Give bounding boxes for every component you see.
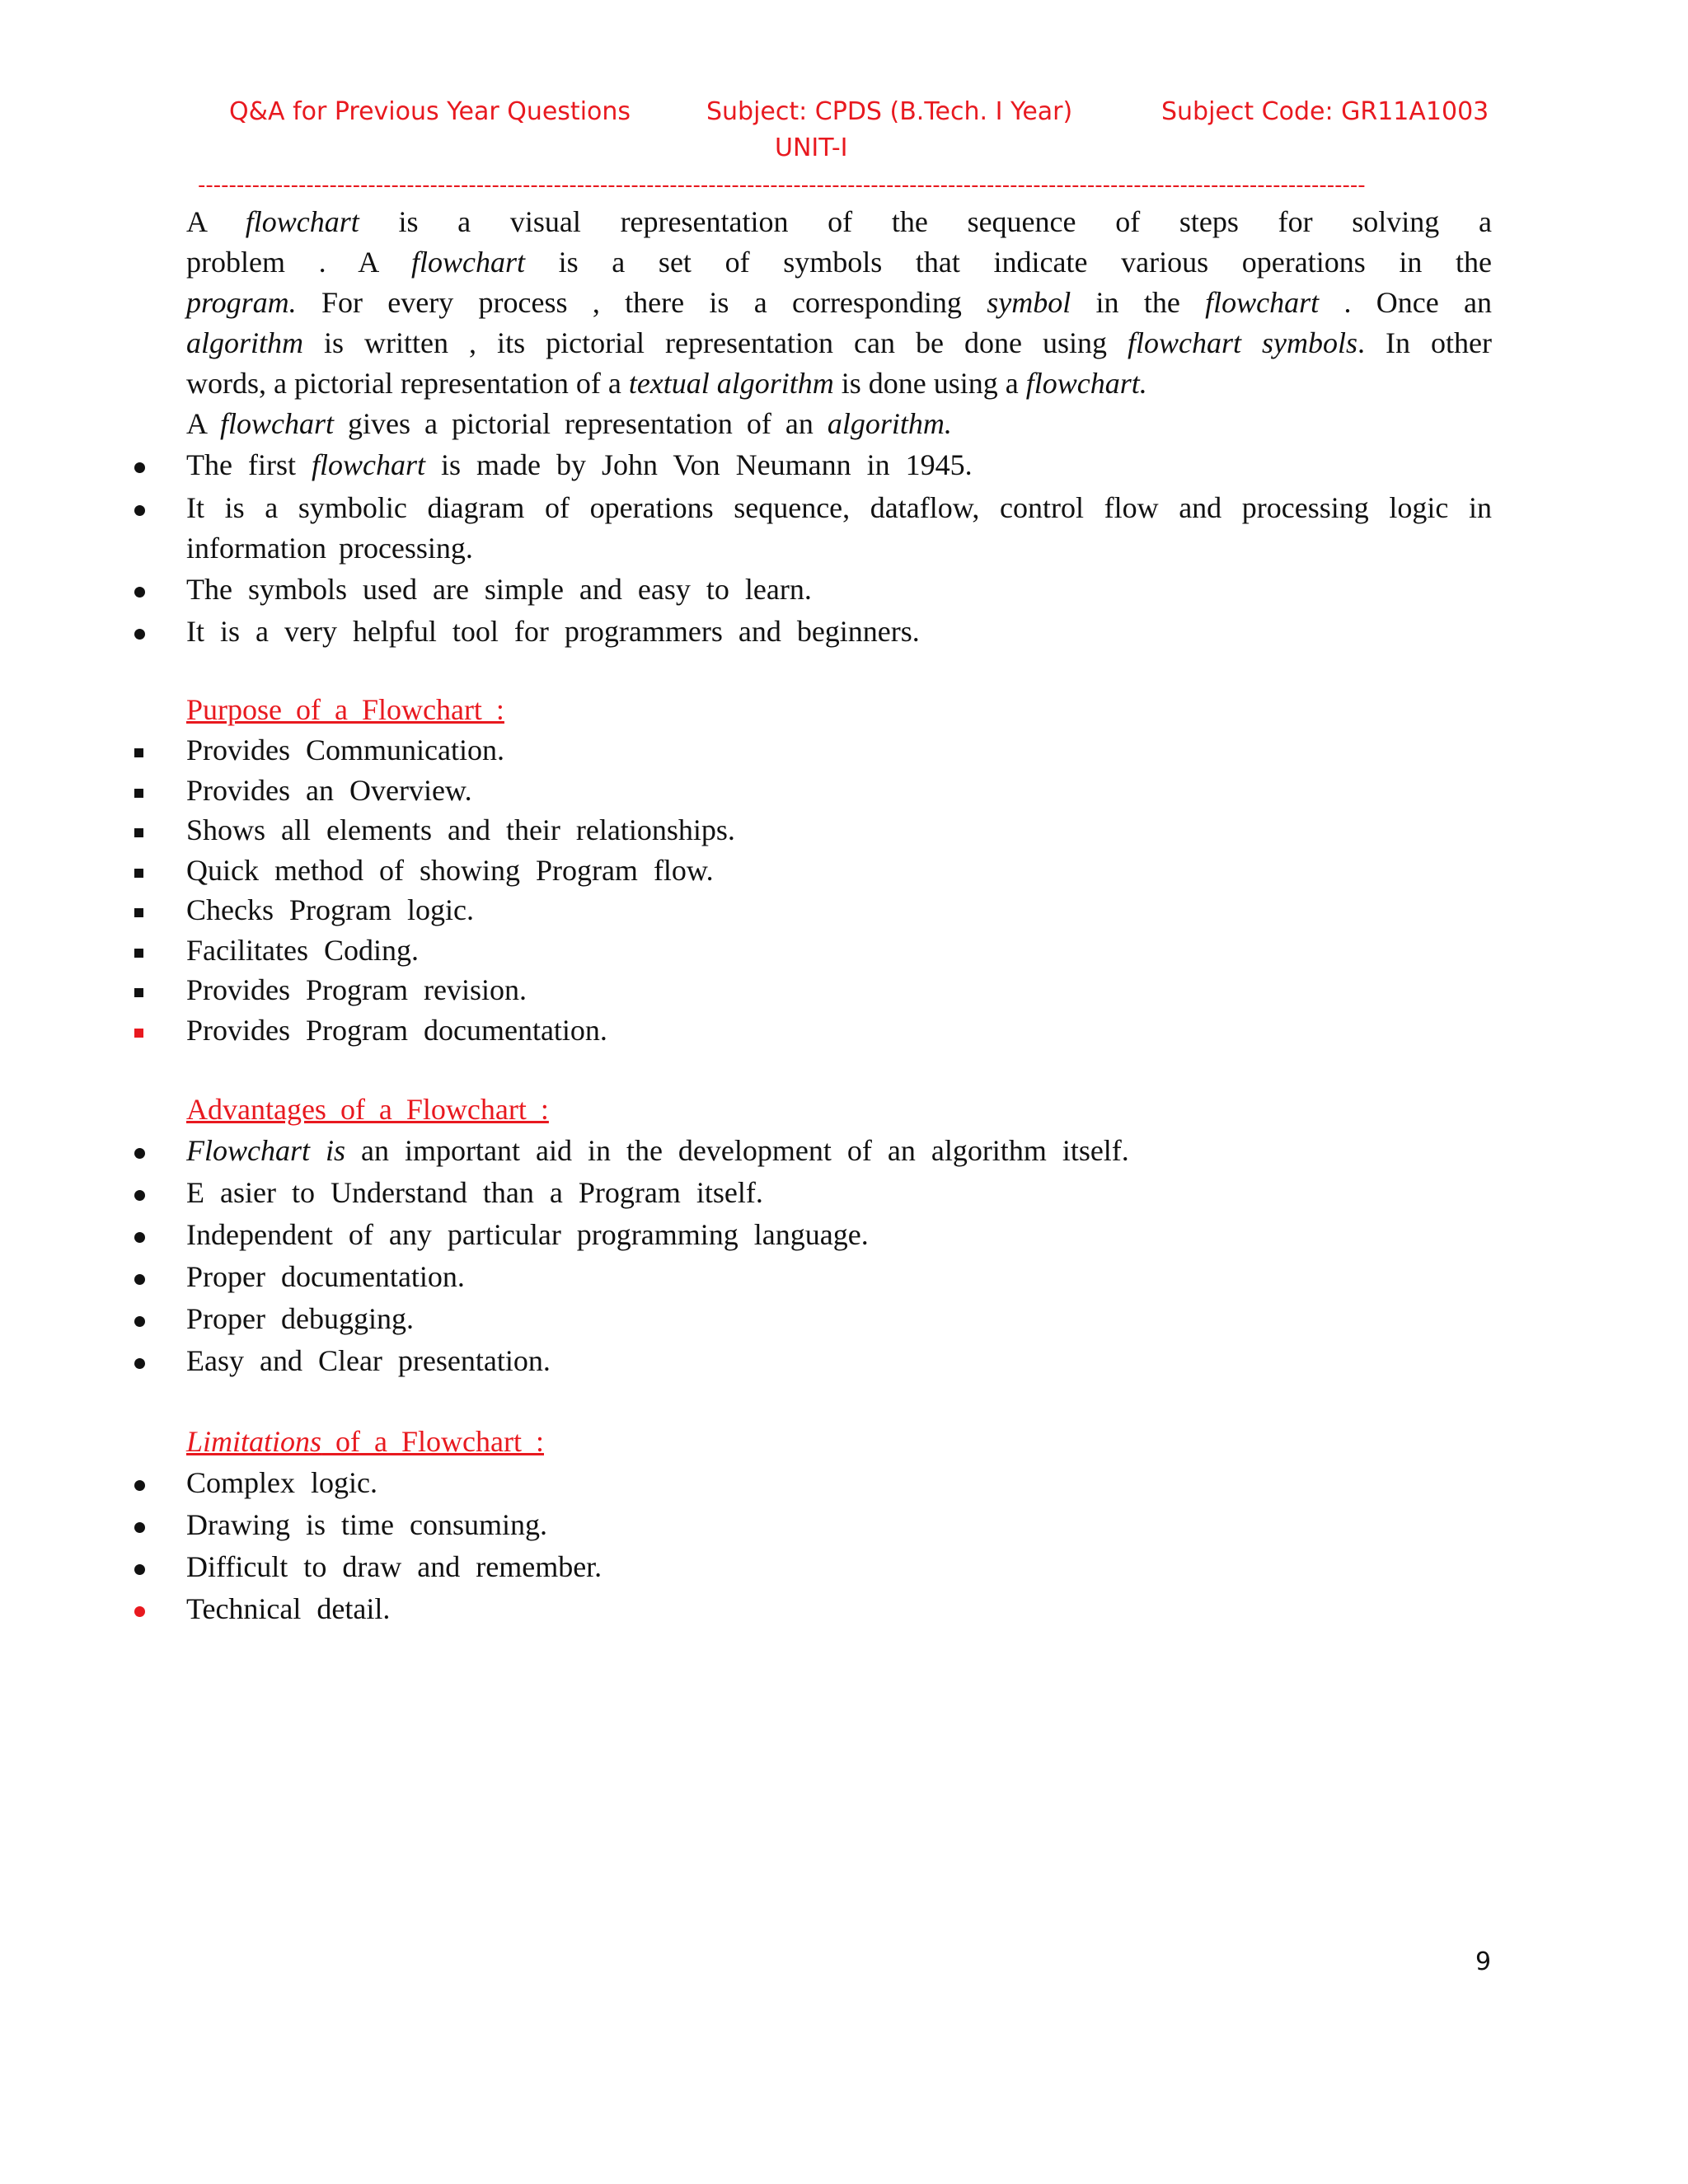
italic-term: flowchart	[245, 205, 359, 238]
italic-term: textual algorithm	[628, 367, 834, 400]
bullet-dot-mark	[134, 1190, 145, 1201]
bullet-square	[134, 1010, 143, 1051]
bullet-dot-mark	[134, 1274, 145, 1285]
header-unit: UNIT-I	[775, 134, 848, 162]
bullet-square	[134, 810, 143, 851]
bullet-dot	[134, 569, 145, 610]
bullet-dot	[134, 445, 145, 485]
italic-term: symbol	[987, 286, 1071, 319]
bullet-square-mark	[134, 869, 143, 878]
intro-line: algorithm is written , its pictorial representation can be done using flowchart symbols. In other	[186, 326, 1492, 359]
bullet-dot-mark	[134, 1522, 145, 1533]
intro-paragraph	[186, 202, 1492, 404]
bullet-dot-mark	[134, 1148, 145, 1159]
purpose-heading: Purpose of a Flowchart :	[186, 693, 504, 726]
purpose-item: Shows all elements and their relationships.	[186, 813, 735, 846]
purpose-item: Provides an Overview.	[186, 773, 472, 807]
italic-term: program.	[186, 286, 297, 319]
limitations-heading: Limitations of a Flowchart :	[186, 1425, 544, 1458]
intro-line: problem . A flowchart is a set of symbols that indicate various operations in the	[186, 246, 1493, 279]
fact-item: The symbols used are simple and easy to learn.	[186, 573, 812, 606]
header-left: Q&A for Previous Year Questions	[229, 97, 631, 126]
advantage-item: Easy and Clear presentation.	[186, 1344, 551, 1377]
purpose-item: Quick method of showing Program flow.	[186, 853, 714, 887]
header-subject: Subject: CPDS (B.Tech. I Year)	[706, 97, 1073, 126]
advantage-item: Flowchart is an important aid in the development of an algorithm itself.	[186, 1134, 1129, 1167]
bullet-dot	[134, 488, 145, 528]
intro-line: words, a pictorial representation of a textual algorithm is done using a flowchart.	[186, 367, 1147, 400]
limitations-heading-italic: Limitations	[186, 1425, 322, 1458]
advantage-item: Independent of any particular programming language.	[186, 1218, 869, 1251]
bullet-dot	[134, 1173, 145, 1213]
bullet-dot-mark	[134, 1480, 145, 1491]
italic-term: algorithm.	[827, 407, 952, 440]
fact-item: It is a symbolic diagram of operations sequence, dataflow, control flow and processing logic in information processing.	[186, 491, 1492, 565]
italic-term: algorithm	[186, 326, 304, 359]
header-divider: -------------------------------------------------------------------------------------------------------------------------------------------------------	[198, 173, 1366, 198]
limitation-item: Difficult to draw and remember.	[186, 1550, 603, 1583]
advantage-item: Proper debugging.	[186, 1302, 414, 1335]
bullet-square-mark	[134, 908, 143, 917]
bullet-dot-mark	[134, 587, 145, 598]
bullet-dot	[134, 1463, 145, 1503]
intro-line: A flowchart is a visual representation of the sequence of steps for solving a	[186, 205, 1492, 238]
intro-line: program. For every process , there is a corresponding symbol in the flowchart . Once an	[186, 286, 1493, 319]
intro-summary: A flowchart gives a pictorial representation of an algorithm.	[186, 407, 952, 440]
italic-term: flowchart.	[1025, 367, 1147, 400]
purpose-item: Provides Program documentation.	[186, 1013, 607, 1047]
purpose-item: Provides Program revision.	[186, 973, 527, 1006]
advantage-item: Proper documentation.	[186, 1260, 465, 1293]
bullet-square-mark	[134, 748, 143, 757]
bullet-dot-mark	[134, 505, 145, 516]
bullet-dot	[134, 1215, 145, 1255]
bullet-dot	[134, 1299, 145, 1339]
bullet-dot	[134, 1257, 145, 1297]
bullet-square	[134, 771, 143, 811]
bullet-square	[134, 730, 143, 771]
purpose-item: Facilitates Coding.	[186, 933, 419, 967]
page-number: 9	[1475, 1947, 1492, 1976]
bullet-dot	[134, 1589, 145, 1629]
limitation-item: Drawing is time consuming.	[186, 1508, 547, 1541]
bullet-dot	[134, 1131, 145, 1171]
bullet-dot-mark	[134, 1232, 145, 1243]
bullet-dot	[134, 612, 145, 652]
purpose-item: Checks Program logic.	[186, 893, 474, 926]
bullet-dot-mark	[134, 1564, 145, 1575]
bullet-dot-mark	[134, 1606, 145, 1617]
bullet-dot-mark	[134, 629, 145, 640]
advantage-item: E asier to Understand than a Program itself.	[186, 1176, 763, 1209]
italic-term: flowchart symbols	[1127, 326, 1357, 359]
italic-term: flowchart	[410, 246, 525, 279]
bullet-square-mark	[134, 988, 143, 997]
limitation-item: Technical detail.	[186, 1592, 391, 1625]
bullet-square-mark	[134, 949, 143, 958]
bullet-dot-mark	[134, 1358, 145, 1369]
bullet-dot	[134, 1547, 145, 1587]
bullet-square-mark	[134, 789, 143, 798]
bullet-dot	[134, 1505, 145, 1545]
bullet-dot-mark	[134, 1316, 145, 1327]
limitation-item: Complex logic.	[186, 1466, 377, 1499]
italic-term: flowchart	[311, 448, 425, 481]
fact-item: It is a very helpful tool for programmers and beginners.	[186, 615, 920, 648]
purpose-item: Provides Communication.	[186, 733, 504, 766]
italic-term: flowchart	[220, 407, 335, 440]
bullet-square-mark	[134, 1029, 143, 1038]
bullet-square-mark	[134, 828, 143, 837]
fact-item: The first flowchart is made by John Von Neumann in 1945.	[186, 448, 973, 481]
bullet-dot-mark	[134, 462, 145, 473]
bullet-square	[134, 930, 143, 971]
bullet-square	[134, 890, 143, 930]
italic-term: flowchart	[1205, 286, 1320, 319]
advantages-heading: Advantages of a Flowchart :	[186, 1093, 549, 1126]
italic-term: Flowchart is	[186, 1134, 346, 1167]
bullet-dot	[134, 1341, 145, 1381]
bullet-square	[134, 851, 143, 891]
header-subject-code: Subject Code: GR11A1003	[1161, 97, 1489, 126]
bullet-square	[134, 970, 143, 1010]
